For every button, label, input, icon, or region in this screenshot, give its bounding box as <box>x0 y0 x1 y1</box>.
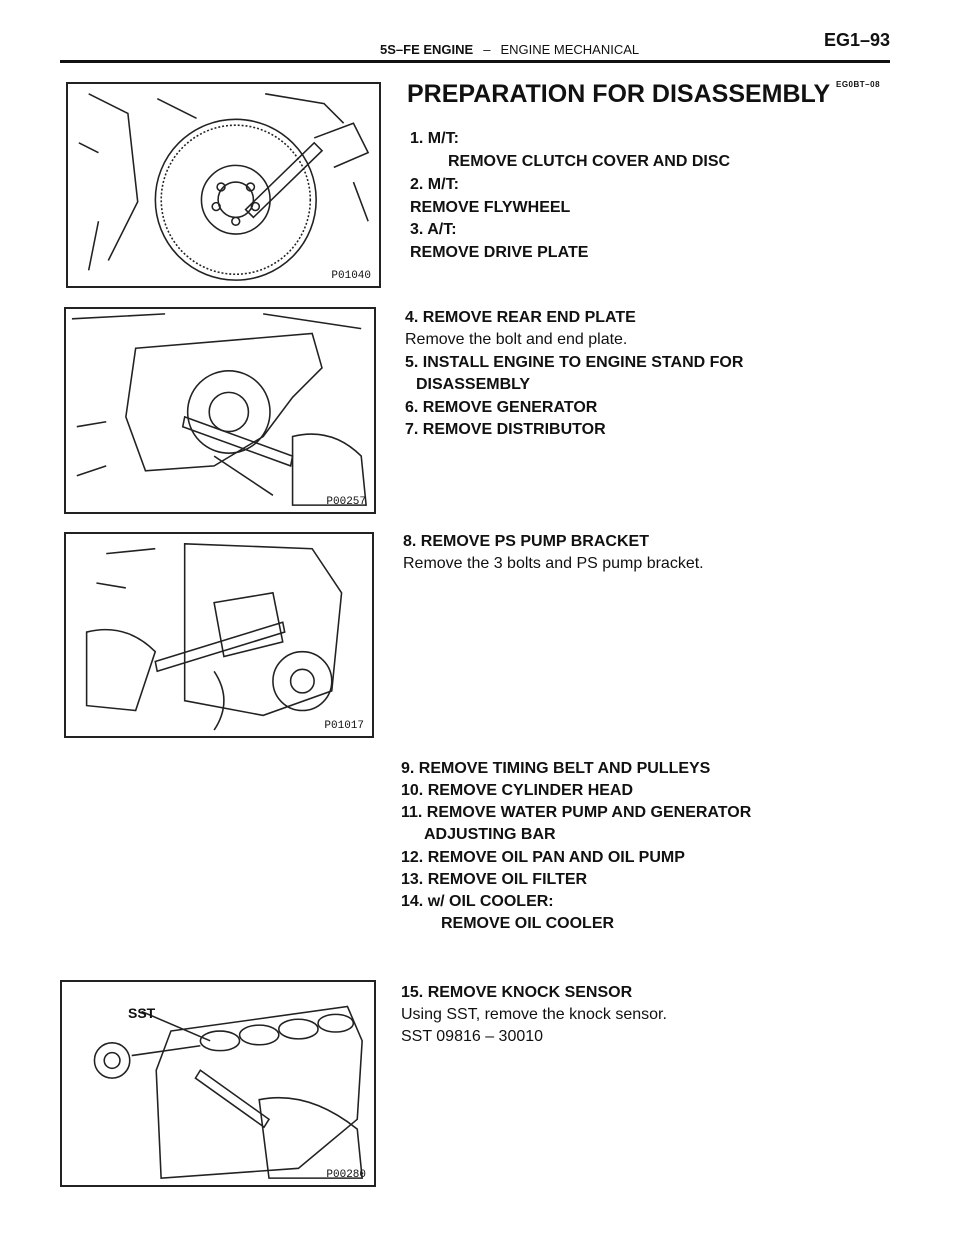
step-1: 1. M/T: <box>410 130 459 147</box>
figure-knock-sensor <box>60 980 376 1187</box>
header-separator: – <box>483 42 491 57</box>
step-12: 12. REMOVE OIL PAN AND OIL PUMP <box>401 849 685 866</box>
step-9: 9. REMOVE TIMING BELT AND PULLEYS <box>401 760 711 777</box>
figure-ps-pump-bracket <box>64 532 374 738</box>
figure-rear-end-plate <box>64 307 376 514</box>
step-14: 14. w/ OIL COOLER: <box>401 893 554 910</box>
step-15: 15. REMOVE KNOCK SENSOR <box>401 984 633 1001</box>
figure-code: P00257 <box>326 496 366 508</box>
document-tag: EG0BT–08 <box>836 80 881 89</box>
step-15-sst: SST 09816 – 30010 <box>401 1028 544 1045</box>
page-title: PREPARATION FOR DISASSEMBLY <box>407 80 831 108</box>
step-4-detail: Remove the bolt and end plate. <box>405 331 628 348</box>
flywheel-illustration <box>68 84 379 286</box>
knock-sensor-illustration <box>62 982 374 1185</box>
step-15-detail: Using SST, remove the knock sensor. <box>401 1006 667 1023</box>
header-engine: 5S–FE ENGINE <box>380 42 474 57</box>
step-14-action: REMOVE OIL COOLER <box>441 915 615 932</box>
step-3: 3. A/T: <box>410 221 457 238</box>
step-1-action: REMOVE CLUTCH COVER AND DISC <box>448 153 731 170</box>
step-6: 6. REMOVE GENERATOR <box>405 399 598 416</box>
step-10: 10. REMOVE CYLINDER HEAD <box>401 782 634 799</box>
sst-label: SST <box>128 1005 156 1021</box>
figure-code: P00280 <box>326 1169 366 1181</box>
running-header <box>380 42 639 57</box>
step-5: 5. INSTALL ENGINE TO ENGINE STAND FOR <box>405 354 744 371</box>
page-number: EG1–93 <box>823 30 890 50</box>
figure-code: P01040 <box>331 270 371 282</box>
figure-flywheel <box>66 82 381 288</box>
step-8: 8. REMOVE PS PUMP BRACKET <box>403 533 649 550</box>
figure-code: P01017 <box>324 720 364 732</box>
step-11: 11. REMOVE WATER PUMP AND GENERATOR <box>401 804 752 821</box>
step-7: 7. REMOVE DISTRIBUTOR <box>405 421 606 438</box>
step-2: 2. M/T: <box>410 176 459 193</box>
step-3-action: REMOVE DRIVE PLATE <box>410 244 589 261</box>
step-2-action: REMOVE FLYWHEEL <box>410 199 571 216</box>
header-section: ENGINE MECHANICAL <box>500 42 640 57</box>
step-13: 13. REMOVE OIL FILTER <box>401 871 588 888</box>
rear-end-plate-illustration <box>66 309 374 512</box>
step-5-continued: DISASSEMBLY <box>416 376 531 393</box>
header-rule <box>60 60 890 63</box>
step-11-continued: ADJUSTING BAR <box>424 826 556 843</box>
ps-pump-bracket-illustration <box>66 534 372 736</box>
step-8-detail: Remove the 3 bolts and PS pump bracket. <box>403 555 704 572</box>
step-4: 4. REMOVE REAR END PLATE <box>405 309 636 326</box>
